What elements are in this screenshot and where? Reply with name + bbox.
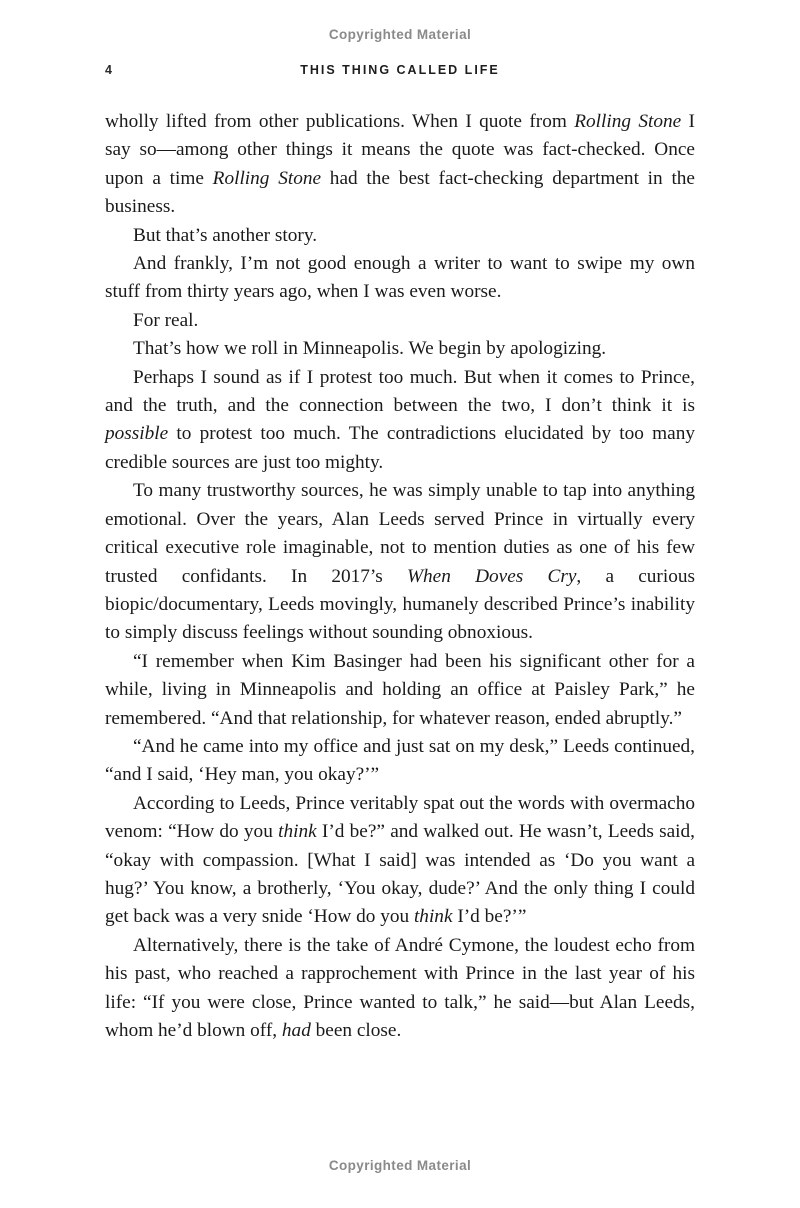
text-segment: been close. [310,1020,402,1041]
text-segment: I say so—among other things it means the quote was fact-checked. Once upon a time [105,111,695,189]
running-head: THIS THING CALLED LIFE [300,63,500,77]
text-segment: To many trustworthy sources, he was simply unable to tap into anything emotional. Over the years, Alan Leeds served Prince in virtually every critical executive role imaginable, not to mention duties as one of his few trusted confidants. In 2017’s [105,480,695,587]
copyright-notice-top: Copyrighted Material [328,27,472,42]
paragraph [105,790,695,932]
paragraph [105,364,695,478]
paragraph [105,307,695,335]
italic-text: When Doves Cry [406,565,577,587]
text-segment: “And he came into my office and just sat on my desk,” Leeds continued, “and I said, ‘Hey man, you okay?’” [105,735,695,786]
italic-text: think [278,821,317,843]
text-segment: Perhaps I sound as if I protest too much. But when it comes to Prince, and the truth, and the connection between the two, I don’t think it is [105,366,695,417]
paragraph [105,335,695,363]
italic-text: Rolling Stone [212,167,322,189]
text-segment: I’d be?’” [452,906,527,928]
text-segment: And frankly, I’m not good enough a writer to want to swipe my own stuff from thirty years ago, when I was even worse. [105,253,695,303]
text-segment: According to Leeds, Prince veritably spat out the words with overmacho venom: “How do you [105,792,695,843]
page-header [105,63,695,79]
page-number: 4 [105,63,112,77]
italic-text: possible [105,423,169,445]
italic-text: had [281,1020,311,1041]
italic-text: Rolling Stone [574,111,682,132]
text-segment: wholly lifted from other publications. When I quote from [105,111,575,132]
paragraph [105,477,695,647]
text-segment: That’s how we roll in Minneapolis. We begin by apologizing. [133,338,607,360]
text-segment: to protest too much. The contradictions elucidated by too many credible sources are just too mighty. [105,423,695,473]
paragraph [105,108,695,222]
text-segment: Alternatively, there is the take of André Cymone, the loudest echo from his past, who reached a rapprochement with Prince in the last year of his life: “If you were close, Prince wanted to talk,” he said—but Alan Leeds, whom he’d blown off, [105,934,695,1041]
paragraph [105,222,695,250]
paragraph [105,733,695,790]
text-segment: But that’s another story. [133,224,318,246]
text-segment: “I remember when Kim Basinger had been his significant other for a while, living in Minneapolis and holding an office at Paisley Park,” he remembered. “And that relationship, for whatever reason, ended abruptly.” [105,650,695,729]
italic-text: think [413,906,453,928]
text-segment: For real. [133,309,199,331]
paragraph [105,648,695,733]
paragraph [105,250,695,307]
text-segment: , a curious biopic/documentary, Leeds movingly, humanely described Prince’s inability to simply discuss feelings without sounding obnoxious. [105,565,695,644]
text-segment: had the best fact-checking department in the business. [105,167,695,218]
body-text [105,108,695,1045]
copyright-notice-bottom: Copyrighted Material [328,1158,472,1173]
paragraph [105,932,695,1046]
text-segment: I’d be?” and walked out. He wasn’t, Leeds said, “okay with compassion. [What I said] was intended as ‘Do you want a hug?’ You know, a brotherly, ‘You okay, dude?’ And the only thing I could get back was a very snide ‘How do you [105,821,695,928]
